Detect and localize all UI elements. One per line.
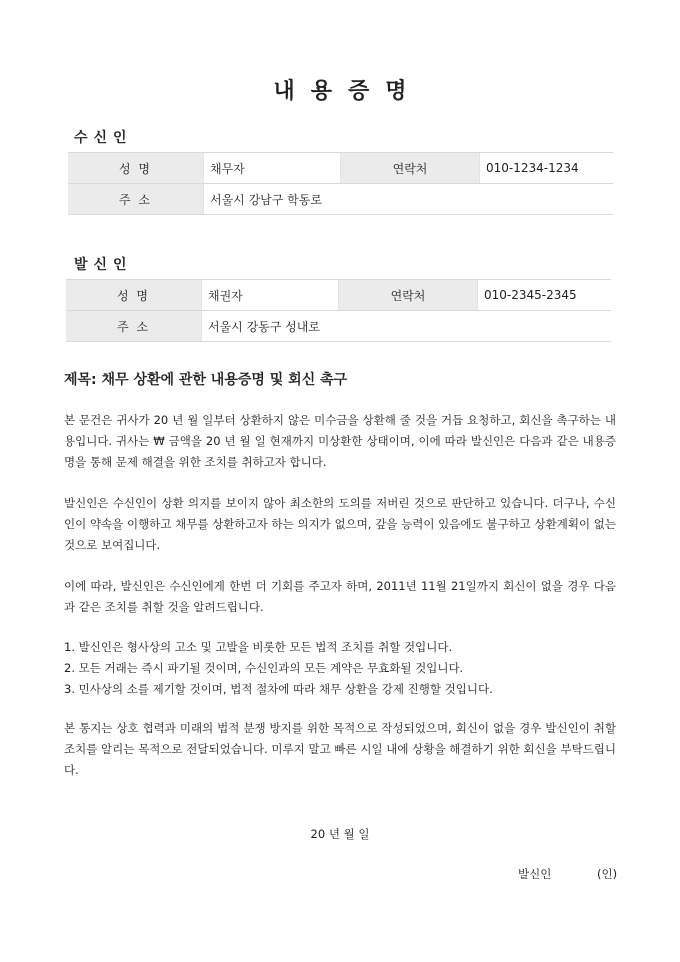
recipient-section-label: 수신인: [74, 130, 133, 146]
sender-row-address: [66, 311, 611, 342]
recipient-row-address: [68, 184, 613, 215]
recipient-name-value: 채무자: [204, 153, 341, 184]
sender-address-label: 주 소: [66, 311, 202, 342]
body-paragraph-2: 발신인은 수신인이 상환 의지를 보이지 않아 최소한의 도의를 저버린 것으로 판단하고 있습니다. 더구나, 수신인이 약속을 이행하고 채무를 상환하고자 하는 의지가 없으며, 갚을 능력이 있음에도 불구하고 상환계획이 없는 것으로 보여집니다.: [64, 496, 616, 552]
sender-contact-label: 연락처: [339, 280, 478, 311]
sender-section-label: 발신인: [74, 257, 133, 273]
body-paragraph-1: 본 문건은 귀사가 20 년 월 일부터 상환하지 않은 미수금을 상환해 줄 것을 거듭 요청하고, 회신을 촉구하는 내용입니다. 귀사는 ₩ 금액을 20 년 월 일 현재까지 미상환한 상태이며, 이에 따라 발신인은 다음과 같은 내용증명을 통해 문제 해결을 위한 조치를 취하고자 합니다.: [64, 413, 616, 469]
recipient-contact-value: 010-1234-1234: [480, 153, 614, 184]
sender-row-name: [66, 280, 611, 311]
recipient-contact-label: 연락처: [341, 153, 480, 184]
sender-address-value: 서울시 강동구 성내로: [202, 311, 612, 342]
document-date: 20 년 월 일: [310, 827, 370, 841]
body-paragraph-4: 본 통지는 상호 협력과 미래의 법적 분쟁 방지를 위한 목적으로 작성되었으며, 회신이 없을 경우 발신인이 취할 조치를 알리는 목적으로 전달되었습니다. 미루지 말고 빠른 시일 내에 상황을 해결하기 위한 회신을 부탁드립니다.: [64, 721, 616, 777]
action-item-1: 1. 발신인은 형사상의 고소 및 고발을 비롯한 모든 법적 조치를 취할 것입니다.: [64, 640, 453, 654]
sender-name-value: 채권자: [202, 280, 339, 311]
recipient-row-name: [68, 153, 613, 184]
action-item-3: 3. 민사상의 소를 제기할 것이며, 법적 절차에 따라 채무 상환을 강제 진행할 것입니다.: [64, 682, 493, 696]
recipient-address-value: 서울시 강남구 학동로: [204, 184, 614, 215]
document-subject: 제목: 채무 상환에 관한 내용증명 및 회신 촉구: [64, 372, 348, 388]
sender-info-table: [66, 279, 611, 342]
sender-signature-label: 발신인: [518, 867, 552, 881]
document-title: 내용증명: [273, 79, 423, 104]
recipient-address-label: 주 소: [68, 184, 204, 215]
action-item-2: 2. 모든 거래는 즉시 파기될 것이며, 수신인과의 모든 계약은 무효화될 것입니다.: [64, 661, 464, 675]
sender-name-label: 성 명: [66, 280, 202, 311]
recipient-info-table: [68, 152, 613, 215]
seal-mark: (인): [597, 867, 618, 881]
sender-contact-value: 010-2345-2345: [478, 280, 612, 311]
recipient-name-label: 성 명: [68, 153, 204, 184]
body-paragraph-3: 이에 따라, 발신인은 수신인에게 한번 더 기회를 주고자 하며, 2011년 11월 21일까지 회신이 없을 경우 다음과 같은 조치를 취할 것을 알려드립니다.: [64, 579, 616, 614]
